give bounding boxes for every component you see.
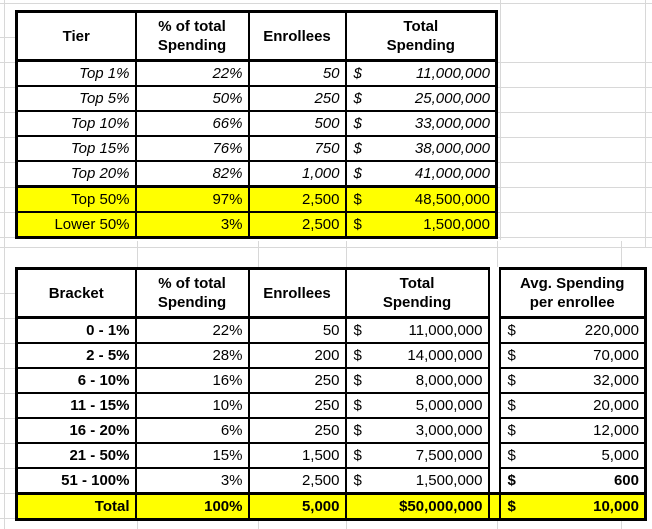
header-text: Avg. Spending bbox=[520, 275, 625, 292]
currency-symbol: $ bbox=[353, 422, 362, 439]
cell-pct[interactable] bbox=[136, 212, 249, 238]
cell-total-spending[interactable] bbox=[346, 468, 489, 494]
gridline bbox=[621, 241, 622, 267]
cell-pct[interactable] bbox=[136, 443, 249, 468]
cell-total-spending[interactable] bbox=[346, 61, 497, 87]
cell-text: 750 bbox=[314, 140, 340, 157]
amount: 33,000,000 bbox=[414, 115, 490, 132]
cell-text: 28% bbox=[212, 347, 243, 364]
cell-enrollees[interactable] bbox=[249, 161, 346, 187]
currency-symbol: $ bbox=[353, 65, 362, 82]
cell-text: 3% bbox=[220, 216, 243, 233]
cell-text: Top 20% bbox=[70, 165, 130, 182]
cell-text: 11 - 15% bbox=[70, 397, 130, 414]
currency-symbol: $ bbox=[507, 447, 516, 464]
table-row bbox=[17, 368, 646, 393]
cell-total-spending[interactable] bbox=[346, 443, 489, 468]
currency-symbol: $ bbox=[507, 498, 516, 515]
cell-pct[interactable] bbox=[136, 318, 249, 344]
header-cell-pct-of-total[interactable] bbox=[136, 269, 249, 318]
cell-text: 500 bbox=[314, 115, 340, 132]
cell-enrollees[interactable] bbox=[249, 212, 346, 238]
cell-pct[interactable] bbox=[136, 111, 249, 136]
cell-text: 22% bbox=[212, 65, 243, 82]
gridline bbox=[258, 241, 259, 267]
gridline bbox=[346, 241, 347, 267]
amount: 7,500,000 bbox=[415, 447, 483, 464]
cell-pct[interactable] bbox=[136, 86, 249, 111]
cell-enrollees[interactable] bbox=[249, 136, 346, 161]
table-row-highlighted bbox=[17, 187, 497, 213]
currency-symbol: $ bbox=[353, 372, 362, 389]
spacer-cell bbox=[489, 269, 500, 318]
header-text: Total bbox=[403, 18, 439, 35]
header-cell-avg-spending[interactable] bbox=[500, 269, 646, 318]
header-cell-pct-of-total[interactable] bbox=[136, 12, 249, 61]
cell-text: 250 bbox=[314, 372, 340, 389]
cell-avg-spending[interactable] bbox=[500, 318, 646, 344]
cell-text: 3% bbox=[220, 472, 243, 489]
cell-total-spending[interactable] bbox=[346, 212, 497, 238]
cell-total-spending[interactable] bbox=[346, 343, 489, 368]
currency-symbol: $ bbox=[353, 140, 362, 157]
amount: 1,500,000 bbox=[415, 472, 483, 489]
amount: 220,000 bbox=[584, 322, 639, 339]
cell-tier[interactable] bbox=[17, 86, 136, 111]
currency-symbol: $ bbox=[353, 90, 362, 107]
header-text: Spending bbox=[157, 294, 227, 311]
cell-text: 250 bbox=[314, 397, 340, 414]
currency-symbol: $ bbox=[507, 472, 516, 489]
cell-tier[interactable] bbox=[17, 187, 136, 213]
cell-avg-spending[interactable] bbox=[500, 393, 646, 418]
cell-text: Top 10% bbox=[70, 115, 130, 132]
cell-text: 50% bbox=[212, 90, 243, 107]
cell-text: 5,000 bbox=[301, 498, 340, 515]
amount: 1,500,000 bbox=[423, 216, 490, 233]
amount: 11,000,000 bbox=[416, 65, 490, 82]
cell-text: 16% bbox=[212, 372, 243, 389]
cell-total-spending[interactable] bbox=[346, 136, 497, 161]
cell-text: Total bbox=[94, 498, 130, 515]
cell-total-spending[interactable] bbox=[346, 368, 489, 393]
amount: 10,000 bbox=[593, 498, 639, 515]
amount: 5,000 bbox=[601, 447, 639, 464]
currency-symbol: $ bbox=[507, 347, 516, 364]
cell-text: Top 15% bbox=[70, 140, 130, 157]
cell-bracket[interactable] bbox=[17, 368, 136, 393]
amount: 48,500,000 bbox=[414, 191, 490, 208]
table-row bbox=[17, 86, 497, 111]
cell-text: 16 - 20% bbox=[69, 422, 130, 439]
header-cell-total-spending[interactable] bbox=[346, 12, 497, 61]
cell-text: 100% bbox=[204, 498, 243, 515]
cell-text: 66% bbox=[212, 115, 243, 132]
cell-text: 250 bbox=[314, 422, 340, 439]
cell-bracket[interactable] bbox=[17, 443, 136, 468]
cell-bracket[interactable] bbox=[17, 318, 136, 344]
cell-text: 50 bbox=[322, 65, 340, 82]
amount: 12,000 bbox=[593, 422, 639, 439]
table-row bbox=[17, 136, 497, 161]
amount: $50,000,000 bbox=[399, 498, 483, 515]
cell-text: 6% bbox=[220, 422, 243, 439]
amount: 3,000,000 bbox=[415, 422, 483, 439]
cell-text: 21 - 50% bbox=[69, 447, 130, 464]
cell-bracket[interactable] bbox=[17, 468, 136, 494]
header-text: Spending bbox=[382, 294, 452, 311]
header-cell-enrollees[interactable] bbox=[249, 269, 346, 318]
currency-symbol: $ bbox=[507, 372, 516, 389]
currency-symbol: $ bbox=[353, 191, 362, 208]
currency-symbol: $ bbox=[353, 165, 362, 182]
header-text: Spending bbox=[157, 37, 227, 54]
cell-text: 1,500 bbox=[301, 447, 340, 464]
cell-text: 97% bbox=[212, 191, 243, 208]
cell-enrollees[interactable] bbox=[249, 443, 346, 468]
cell-text: 2 - 5% bbox=[86, 347, 130, 364]
currency-symbol: $ bbox=[353, 472, 362, 489]
header-text: % of total bbox=[158, 18, 226, 35]
header-cell-tier[interactable] bbox=[17, 12, 136, 61]
amount: 14,000,000 bbox=[407, 347, 483, 364]
header-text: per enrollee bbox=[529, 294, 615, 311]
cell-enrollees[interactable] bbox=[249, 111, 346, 136]
header-text: % of total bbox=[158, 275, 226, 292]
cell-total-spending[interactable] bbox=[346, 393, 489, 418]
table-row bbox=[17, 443, 646, 468]
cell-enrollees[interactable] bbox=[249, 86, 346, 111]
cell-text: 0 - 1% bbox=[86, 322, 130, 339]
currency-symbol: $ bbox=[353, 397, 362, 414]
cell-enrollees[interactable] bbox=[249, 468, 346, 494]
currency-symbol: $ bbox=[353, 447, 362, 464]
cell-text: 2,500 bbox=[301, 191, 340, 208]
amount: 25,000,000 bbox=[414, 90, 490, 107]
cell-avg-spending[interactable] bbox=[500, 443, 646, 468]
header-text: Bracket bbox=[48, 284, 104, 302]
gridline-strip bbox=[0, 37, 15, 239]
cell-text: 200 bbox=[314, 347, 340, 364]
cell-total-spending[interactable] bbox=[346, 111, 497, 136]
gridline-strip bbox=[497, 62, 652, 239]
cell-text: 1,000 bbox=[301, 165, 340, 182]
currency-symbol: $ bbox=[507, 397, 516, 414]
cell-bracket[interactable] bbox=[17, 393, 136, 418]
bracket-table bbox=[15, 267, 647, 521]
cell-bracket[interactable] bbox=[17, 418, 136, 443]
amount: 600 bbox=[613, 472, 639, 489]
spacer-cell bbox=[489, 368, 500, 393]
cell-text: 2,500 bbox=[301, 216, 340, 233]
cell-text: 76% bbox=[212, 140, 243, 157]
tier-table-header-row bbox=[17, 12, 497, 61]
cell-text: 50 bbox=[322, 322, 340, 339]
cell-tier[interactable] bbox=[17, 161, 136, 187]
cell-total-spending[interactable] bbox=[346, 494, 489, 520]
cell-enrollees[interactable] bbox=[249, 393, 346, 418]
currency-symbol: $ bbox=[353, 347, 362, 364]
cell-text: 6 - 10% bbox=[77, 372, 130, 389]
cell-total-spending[interactable] bbox=[346, 187, 497, 213]
cell-enrollees[interactable] bbox=[249, 318, 346, 344]
spacer-cell bbox=[489, 494, 500, 520]
cell-pct[interactable] bbox=[136, 418, 249, 443]
cell-pct[interactable] bbox=[136, 61, 249, 87]
cell-enrollees[interactable] bbox=[249, 343, 346, 368]
spacer-cell bbox=[489, 468, 500, 494]
cell-pct[interactable] bbox=[136, 187, 249, 213]
header-text: Enrollees bbox=[263, 284, 331, 302]
cell-text: 10% bbox=[212, 397, 243, 414]
spacer-cell bbox=[489, 343, 500, 368]
gridline-strip bbox=[0, 293, 15, 519]
cell-pct[interactable] bbox=[136, 368, 249, 393]
currency-symbol: $ bbox=[353, 322, 362, 339]
cell-bracket[interactable] bbox=[17, 494, 136, 520]
cell-text: Top 1% bbox=[79, 65, 130, 82]
cell-total-spending[interactable] bbox=[346, 418, 489, 443]
table-row-highlighted bbox=[17, 212, 497, 238]
amount: 8,000,000 bbox=[415, 372, 483, 389]
table-row bbox=[17, 418, 646, 443]
cell-text: 51 - 100% bbox=[61, 472, 130, 489]
amount: 70,000 bbox=[593, 347, 639, 364]
cell-tier[interactable] bbox=[17, 61, 136, 87]
header-text: Enrollees bbox=[263, 27, 331, 45]
cell-pct[interactable] bbox=[136, 494, 249, 520]
currency-symbol: $ bbox=[507, 322, 516, 339]
cell-enrollees[interactable] bbox=[249, 61, 346, 87]
cell-total-spending[interactable] bbox=[346, 86, 497, 111]
amount: 20,000 bbox=[593, 397, 639, 414]
bracket-table-header-row bbox=[17, 269, 646, 318]
cell-enrollees[interactable] bbox=[249, 418, 346, 443]
cell-text: Top 5% bbox=[79, 90, 130, 107]
cell-enrollees[interactable] bbox=[249, 368, 346, 393]
cell-avg-spending[interactable] bbox=[500, 418, 646, 443]
spacer-cell bbox=[489, 318, 500, 344]
amount: 11,000,000 bbox=[408, 322, 483, 339]
spacer-cell bbox=[489, 443, 500, 468]
currency-symbol: $ bbox=[353, 216, 362, 233]
cell-total-spending[interactable] bbox=[346, 161, 497, 187]
cell-avg-spending[interactable] bbox=[500, 494, 646, 520]
cell-tier[interactable] bbox=[17, 136, 136, 161]
amount: 41,000,000 bbox=[414, 165, 490, 182]
cell-bracket[interactable] bbox=[17, 343, 136, 368]
cell-pct[interactable] bbox=[136, 343, 249, 368]
cell-text: 22% bbox=[212, 322, 243, 339]
gridline bbox=[137, 241, 138, 267]
cell-enrollees[interactable] bbox=[249, 187, 346, 213]
cell-text: 2,500 bbox=[301, 472, 340, 489]
cell-pct[interactable] bbox=[136, 393, 249, 418]
currency-symbol: $ bbox=[353, 115, 362, 132]
table-row bbox=[17, 61, 497, 87]
amount: 32,000 bbox=[593, 372, 639, 389]
cell-text: Top 50% bbox=[71, 191, 130, 208]
cell-tier[interactable] bbox=[17, 212, 136, 238]
cell-avg-spending[interactable] bbox=[500, 343, 646, 368]
table-row-total bbox=[17, 494, 646, 520]
table-row bbox=[17, 111, 497, 136]
cell-pct[interactable] bbox=[136, 161, 249, 187]
cell-text: 250 bbox=[314, 90, 340, 107]
header-cell-total-spending[interactable] bbox=[346, 269, 489, 318]
gridline bbox=[0, 247, 652, 248]
cell-pct[interactable] bbox=[136, 136, 249, 161]
amount: 38,000,000 bbox=[414, 140, 490, 157]
header-cell-enrollees[interactable] bbox=[249, 12, 346, 61]
cell-total-spending[interactable] bbox=[346, 318, 489, 344]
cell-tier[interactable] bbox=[17, 111, 136, 136]
table-row bbox=[17, 393, 646, 418]
currency-symbol: $ bbox=[507, 422, 516, 439]
table-row bbox=[17, 318, 646, 344]
gridline bbox=[497, 241, 498, 267]
cell-text: Lower 50% bbox=[54, 216, 130, 233]
cell-enrollees[interactable] bbox=[249, 494, 346, 520]
cell-avg-spending[interactable] bbox=[500, 368, 646, 393]
cell-text: 15% bbox=[212, 447, 243, 464]
cell-avg-spending[interactable] bbox=[500, 468, 646, 494]
header-cell-bracket[interactable] bbox=[17, 269, 136, 318]
header-text: Spending bbox=[386, 37, 455, 54]
header-text: Total bbox=[399, 275, 435, 292]
cell-pct[interactable] bbox=[136, 468, 249, 494]
header-text: Tier bbox=[62, 27, 90, 45]
table-row bbox=[17, 343, 646, 368]
gridline bbox=[0, 3, 652, 4]
table-row bbox=[17, 161, 497, 187]
spacer-cell bbox=[489, 418, 500, 443]
spacer-cell bbox=[489, 393, 500, 418]
amount: 5,000,000 bbox=[415, 397, 483, 414]
cell-text: 82% bbox=[212, 165, 243, 182]
table-row bbox=[17, 468, 646, 494]
tier-table bbox=[15, 10, 498, 239]
